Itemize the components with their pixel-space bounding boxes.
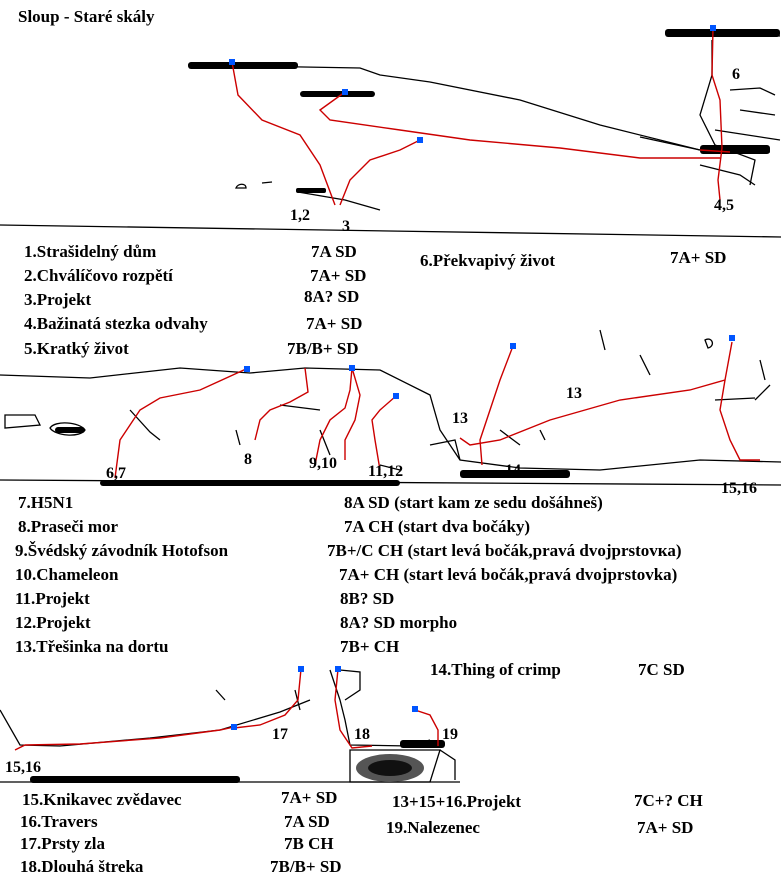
route-item-10: 10.Chameleon (15, 565, 119, 584)
route-grade-projekt-combo: 7C+? CH (634, 791, 703, 810)
route-grade-3: 8A? SD (304, 287, 360, 306)
route-label: 19 (442, 726, 458, 743)
route-grade-8: 7A CH (start dva bočáky) (344, 517, 531, 536)
route-item-6: 6.Překvapivý život (420, 251, 556, 270)
route-label: 8 (244, 451, 252, 468)
route-label: 15,16 (5, 759, 41, 776)
route-grade-1: 7A SD (311, 242, 357, 261)
route-label: 15,16 (721, 480, 757, 497)
route-grade-4: 7A+ SD (306, 314, 363, 333)
route-lines-2 (115, 339, 760, 478)
route-item-18: 18.Dlouhá štreka (20, 857, 144, 876)
route-grade-19: 7A+ SD (637, 818, 694, 837)
route-item-19: 19.Nalezenec (386, 818, 480, 837)
route-item-9: 9.Švédský závodník Hotofson (15, 541, 229, 560)
route-label: 1,2 (290, 207, 310, 224)
route-item-11: 11.Projekt (15, 589, 90, 608)
route-grade-15: 7A+ SD (281, 788, 338, 807)
route-lines-1 (232, 28, 730, 205)
boulder-texture (356, 754, 424, 782)
route-item-15: 15.Knikavec zvědavec (22, 790, 182, 809)
route-label: 17 (272, 726, 288, 743)
route-item-7: 7.H5N1 (18, 493, 74, 512)
route-grade-18: 7B/B+ SD (270, 857, 342, 876)
route-label: 4,5 (714, 197, 734, 214)
route-label: 3 (342, 218, 350, 235)
rock-outline-1 (0, 33, 781, 237)
route-item-8: 8.Praseči mor (18, 517, 119, 536)
route-label: 13 (452, 410, 468, 427)
route-item-12: 12.Projekt (15, 613, 91, 632)
anchor-points-3 (231, 666, 418, 730)
route-grade-7: 8A SD (start kam ze sedu došáhneš) (344, 493, 603, 512)
page-title: Sloup - Staré skály (18, 7, 155, 26)
route-grade-5: 7B/B+ SD (287, 339, 359, 358)
route-lines-3 (15, 669, 438, 750)
route-grade-10: 7A+ CH (start levá bočák,pravá dvojprstovka) (339, 565, 678, 584)
route-label: 11,12 (368, 463, 404, 480)
route-item-13: 13.Třešinka na dortu (15, 637, 169, 656)
route-item-4: 4.Bažinatá stezka odvahy (24, 314, 208, 333)
route-item-3: 3.Projekt (24, 290, 92, 309)
route-grade-6: 7A+ SD (670, 248, 727, 267)
route-item-2: 2.Chválíčovo rozpětí (24, 266, 173, 285)
route-grade-11: 8B? SD (340, 589, 395, 608)
route-grade-9: 7B+/C CH (start levá bočák,pravá dvojprstovка) (327, 541, 682, 560)
route-label: 18 (354, 726, 370, 743)
route-item-5: 5.Kratký život (24, 339, 129, 358)
rock-shading-1 (188, 29, 780, 193)
route-grade-13: 7B+ CH (340, 637, 400, 656)
route-item-17: 17.Prsty zla (20, 834, 105, 853)
route-grade-14: 7C SD (638, 660, 685, 679)
route-grade-17: 7B CH (284, 834, 334, 853)
anchor-points-1 (229, 25, 716, 143)
route-label: 14 (505, 462, 521, 479)
route-label: 13 (566, 385, 582, 402)
route-label: 6,7 (106, 465, 126, 482)
route-item-1: 1.Strašidelný dům (24, 242, 157, 261)
route-grade-12: 8A? SD morpho (340, 613, 458, 632)
route-grade-2: 7A+ SD (310, 266, 367, 285)
route-label: 9,10 (309, 455, 337, 472)
route-item-16: 16.Travers (20, 812, 98, 831)
route-grade-16: 7A SD (284, 812, 330, 831)
route-item-14: 14.Thing of crimp (430, 660, 561, 679)
route-label: 6 (732, 66, 740, 83)
route-item-projekt-combo: 13+15+16.Projekt (392, 792, 522, 811)
